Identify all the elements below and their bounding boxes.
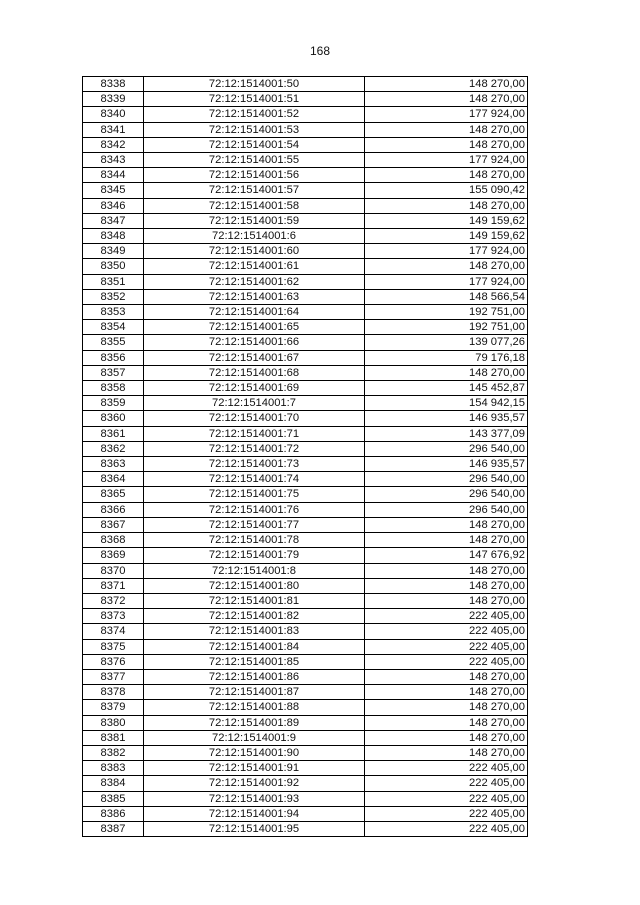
table-body: [83, 77, 528, 837]
row-number-cell: 8344: [83, 168, 144, 183]
cadastral-number-cell: 72:12:1514001:68: [144, 365, 365, 380]
value-cell: 296 540,00: [365, 502, 528, 517]
value-cell: 222 405,00: [365, 639, 528, 654]
table-row: [83, 153, 528, 168]
cadastral-number-cell: 72:12:1514001:54: [144, 137, 365, 152]
cadastral-number-cell: 72:12:1514001:92: [144, 776, 365, 791]
table-row: [83, 213, 528, 228]
value-cell: 147 676,92: [365, 548, 528, 563]
row-number-cell: 8371: [83, 578, 144, 593]
row-number-cell: 8361: [83, 426, 144, 441]
value-cell: 148 270,00: [365, 669, 528, 684]
cadastral-number-cell: 72:12:1514001:51: [144, 92, 365, 107]
value-cell: 148 270,00: [365, 168, 528, 183]
cadastral-number-cell: 72:12:1514001:6: [144, 229, 365, 244]
table-row: [83, 730, 528, 745]
row-number-cell: 8369: [83, 548, 144, 563]
table-row: [83, 821, 528, 836]
value-cell: 222 405,00: [365, 761, 528, 776]
cadastral-number-cell: 72:12:1514001:80: [144, 578, 365, 593]
row-number-cell: 8375: [83, 639, 144, 654]
row-number-cell: 8347: [83, 213, 144, 228]
cadastral-number-cell: 72:12:1514001:86: [144, 669, 365, 684]
row-number-cell: 8341: [83, 122, 144, 137]
table-row: [83, 761, 528, 776]
cadastral-number-cell: 72:12:1514001:75: [144, 487, 365, 502]
cadastral-number-cell: 72:12:1514001:62: [144, 274, 365, 289]
row-number-cell: 8382: [83, 745, 144, 760]
cadastral-number-cell: 72:12:1514001:77: [144, 517, 365, 532]
table-row: [83, 137, 528, 152]
cadastral-number-cell: 72:12:1514001:69: [144, 381, 365, 396]
row-number-cell: 8345: [83, 183, 144, 198]
row-number-cell: 8383: [83, 761, 144, 776]
table-row: [83, 259, 528, 274]
cadastral-number-cell: 72:12:1514001:85: [144, 654, 365, 669]
row-number-cell: 8346: [83, 198, 144, 213]
cadastral-number-cell: 72:12:1514001:59: [144, 213, 365, 228]
cadastral-number-cell: 72:12:1514001:94: [144, 806, 365, 821]
row-number-cell: 8360: [83, 411, 144, 426]
row-number-cell: 8370: [83, 563, 144, 578]
table-row: [83, 229, 528, 244]
value-cell: 148 270,00: [365, 730, 528, 745]
row-number-cell: 8376: [83, 654, 144, 669]
table-row: [83, 244, 528, 259]
cadastral-number-cell: 72:12:1514001:55: [144, 153, 365, 168]
table-row: [83, 168, 528, 183]
cadastral-number-cell: 72:12:1514001:74: [144, 472, 365, 487]
table-row: [83, 289, 528, 304]
value-cell: 146 935,57: [365, 457, 528, 472]
row-number-cell: 8374: [83, 624, 144, 639]
table-row: [83, 426, 528, 441]
row-number-cell: 8378: [83, 685, 144, 700]
cadastral-number-cell: 72:12:1514001:91: [144, 761, 365, 776]
table-row: [83, 472, 528, 487]
cadastral-number-cell: 72:12:1514001:73: [144, 457, 365, 472]
value-cell: 296 540,00: [365, 487, 528, 502]
row-number-cell: 8338: [83, 77, 144, 92]
cadastral-number-cell: 72:12:1514001:71: [144, 426, 365, 441]
row-number-cell: 8363: [83, 457, 144, 472]
table-row: [83, 669, 528, 684]
row-number-cell: 8367: [83, 517, 144, 532]
row-number-cell: 8387: [83, 821, 144, 836]
row-number-cell: 8386: [83, 806, 144, 821]
value-cell: 177 924,00: [365, 244, 528, 259]
table-row: [83, 457, 528, 472]
value-cell: 149 159,62: [365, 229, 528, 244]
value-cell: 146 935,57: [365, 411, 528, 426]
row-number-cell: 8359: [83, 396, 144, 411]
value-cell: 154 942,15: [365, 396, 528, 411]
row-number-cell: 8377: [83, 669, 144, 684]
value-cell: 148 270,00: [365, 517, 528, 532]
cadastral-number-cell: 72:12:1514001:8: [144, 563, 365, 578]
cadastral-number-cell: 72:12:1514001:56: [144, 168, 365, 183]
value-cell: 177 924,00: [365, 274, 528, 289]
table-row: [83, 92, 528, 107]
row-number-cell: 8368: [83, 533, 144, 548]
table-row: [83, 791, 528, 806]
row-number-cell: 8355: [83, 335, 144, 350]
row-number-cell: 8380: [83, 715, 144, 730]
row-number-cell: 8356: [83, 350, 144, 365]
row-number-cell: 8354: [83, 320, 144, 335]
value-cell: 192 751,00: [365, 320, 528, 335]
value-cell: 148 270,00: [365, 365, 528, 380]
table-row: [83, 517, 528, 532]
cadastral-number-cell: 72:12:1514001:89: [144, 715, 365, 730]
cadastral-number-cell: 72:12:1514001:66: [144, 335, 365, 350]
table-row: [83, 320, 528, 335]
value-cell: 192 751,00: [365, 305, 528, 320]
table-row: [83, 107, 528, 122]
table-row: [83, 396, 528, 411]
value-cell: 148 270,00: [365, 533, 528, 548]
row-number-cell: 8366: [83, 502, 144, 517]
cadastral-number-cell: 72:12:1514001:88: [144, 700, 365, 715]
row-number-cell: 8339: [83, 92, 144, 107]
table-row: [83, 502, 528, 517]
value-cell: 79 176,18: [365, 350, 528, 365]
cadastral-number-cell: 72:12:1514001:81: [144, 593, 365, 608]
table-row: [83, 198, 528, 213]
value-cell: 148 270,00: [365, 92, 528, 107]
row-number-cell: 8379: [83, 700, 144, 715]
value-cell: 148 566,54: [365, 289, 528, 304]
row-number-cell: 8348: [83, 229, 144, 244]
table-row: [83, 700, 528, 715]
value-cell: 296 540,00: [365, 472, 528, 487]
table-row: [83, 441, 528, 456]
value-cell: 149 159,62: [365, 213, 528, 228]
cadastral-number-cell: 72:12:1514001:57: [144, 183, 365, 198]
table-row: [83, 350, 528, 365]
table-row: [83, 381, 528, 396]
cadastral-number-cell: 72:12:1514001:7: [144, 396, 365, 411]
value-cell: 148 270,00: [365, 563, 528, 578]
row-number-cell: 8340: [83, 107, 144, 122]
cadastral-number-cell: 72:12:1514001:9: [144, 730, 365, 745]
value-cell: 148 270,00: [365, 198, 528, 213]
row-number-cell: 8384: [83, 776, 144, 791]
row-number-cell: 8381: [83, 730, 144, 745]
cadastral-number-cell: 72:12:1514001:52: [144, 107, 365, 122]
value-cell: 177 924,00: [365, 153, 528, 168]
value-cell: 222 405,00: [365, 821, 528, 836]
row-number-cell: 8352: [83, 289, 144, 304]
value-cell: 148 270,00: [365, 137, 528, 152]
cadastral-number-cell: 72:12:1514001:95: [144, 821, 365, 836]
row-number-cell: 8362: [83, 441, 144, 456]
table-row: [83, 593, 528, 608]
row-number-cell: 8350: [83, 259, 144, 274]
cadastral-number-cell: 72:12:1514001:84: [144, 639, 365, 654]
table-row: [83, 411, 528, 426]
cadastral-number-cell: 72:12:1514001:65: [144, 320, 365, 335]
cadastral-number-cell: 72:12:1514001:72: [144, 441, 365, 456]
cadastral-number-cell: 72:12:1514001:60: [144, 244, 365, 259]
row-number-cell: 8364: [83, 472, 144, 487]
table-row: [83, 624, 528, 639]
value-cell: 222 405,00: [365, 654, 528, 669]
row-number-cell: 8358: [83, 381, 144, 396]
table-row: [83, 654, 528, 669]
cadastral-number-cell: 72:12:1514001:78: [144, 533, 365, 548]
value-cell: 155 090,42: [365, 183, 528, 198]
cadastral-number-cell: 72:12:1514001:93: [144, 791, 365, 806]
value-cell: 148 270,00: [365, 685, 528, 700]
value-cell: 222 405,00: [365, 791, 528, 806]
table-row: [83, 609, 528, 624]
cadastral-number-cell: 72:12:1514001:79: [144, 548, 365, 563]
table-row: [83, 533, 528, 548]
value-cell: 222 405,00: [365, 624, 528, 639]
cadastral-number-cell: 72:12:1514001:64: [144, 305, 365, 320]
table-row: [83, 487, 528, 502]
cadastral-number-cell: 72:12:1514001:67: [144, 350, 365, 365]
table-row: [83, 335, 528, 350]
table-row: [83, 77, 528, 92]
cadastral-number-cell: 72:12:1514001:58: [144, 198, 365, 213]
table-row: [83, 563, 528, 578]
value-cell: 145 452,87: [365, 381, 528, 396]
table-row: [83, 305, 528, 320]
table-row: [83, 183, 528, 198]
value-cell: 148 270,00: [365, 715, 528, 730]
table-row: [83, 548, 528, 563]
cadastral-number-cell: 72:12:1514001:82: [144, 609, 365, 624]
table-row: [83, 776, 528, 791]
value-cell: 148 270,00: [365, 593, 528, 608]
row-number-cell: 8357: [83, 365, 144, 380]
value-cell: 148 270,00: [365, 122, 528, 137]
cadastral-number-cell: 72:12:1514001:76: [144, 502, 365, 517]
cadastral-value-table: [82, 76, 528, 837]
row-number-cell: 8353: [83, 305, 144, 320]
value-cell: 139 077,26: [365, 335, 528, 350]
value-cell: 222 405,00: [365, 609, 528, 624]
cadastral-number-cell: 72:12:1514001:53: [144, 122, 365, 137]
value-cell: 148 270,00: [365, 700, 528, 715]
value-cell: 148 270,00: [365, 77, 528, 92]
table-row: [83, 122, 528, 137]
table-row: [83, 639, 528, 654]
table-row: [83, 806, 528, 821]
table-row: [83, 745, 528, 760]
row-number-cell: 8372: [83, 593, 144, 608]
cadastral-number-cell: 72:12:1514001:70: [144, 411, 365, 426]
row-number-cell: 8342: [83, 137, 144, 152]
value-cell: 148 270,00: [365, 259, 528, 274]
row-number-cell: 8373: [83, 609, 144, 624]
cadastral-number-cell: 72:12:1514001:90: [144, 745, 365, 760]
value-cell: 177 924,00: [365, 107, 528, 122]
table-row: [83, 685, 528, 700]
value-cell: 222 405,00: [365, 776, 528, 791]
page-number: 168: [309, 44, 331, 58]
table-row: [83, 365, 528, 380]
row-number-cell: 8351: [83, 274, 144, 289]
cadastral-number-cell: 72:12:1514001:63: [144, 289, 365, 304]
value-cell: 296 540,00: [365, 441, 528, 456]
cadastral-number-cell: 72:12:1514001:87: [144, 685, 365, 700]
table-row: [83, 274, 528, 289]
value-cell: 222 405,00: [365, 806, 528, 821]
value-cell: 148 270,00: [365, 578, 528, 593]
row-number-cell: 8343: [83, 153, 144, 168]
row-number-cell: 8365: [83, 487, 144, 502]
cadastral-number-cell: 72:12:1514001:61: [144, 259, 365, 274]
row-number-cell: 8385: [83, 791, 144, 806]
cadastral-number-cell: 72:12:1514001:50: [144, 77, 365, 92]
row-number-cell: 8349: [83, 244, 144, 259]
value-cell: 148 270,00: [365, 745, 528, 760]
table-row: [83, 715, 528, 730]
cadastral-number-cell: 72:12:1514001:83: [144, 624, 365, 639]
table-row: [83, 578, 528, 593]
value-cell: 143 377,09: [365, 426, 528, 441]
